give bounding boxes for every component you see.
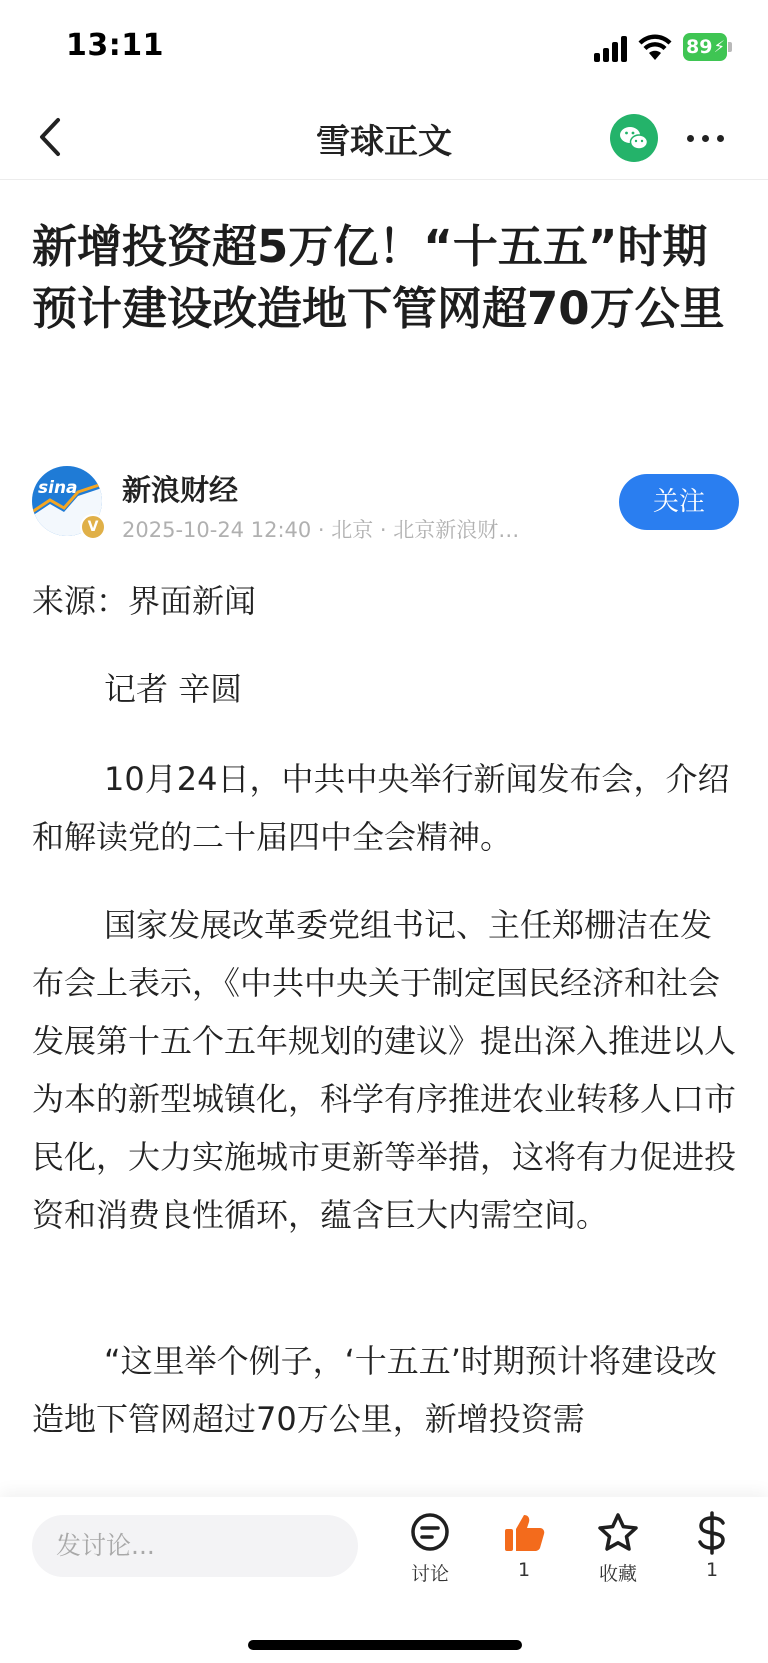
- status-bar: [0, 0, 768, 96]
- discuss-button[interactable]: [392, 1511, 468, 1591]
- discuss-icon: [408, 1511, 452, 1555]
- article-paragraph: 10月24日，中共中央举行新闻发布会，介绍和解读党的二十届四中全会精神。: [32, 760, 730, 856]
- favorite-button[interactable]: [580, 1511, 656, 1591]
- page-title: 雪球正文: [316, 122, 452, 162]
- follow-button[interactable]: 关注: [619, 474, 739, 530]
- dollar-icon: [690, 1511, 734, 1555]
- nav-bar: [0, 96, 768, 180]
- home-indicator[interactable]: [248, 1640, 522, 1650]
- status-time: 13:11: [66, 28, 164, 63]
- bottom-toolbar: [0, 1497, 768, 1663]
- charging-icon: ⚡: [713, 37, 725, 56]
- tip-button[interactable]: [674, 1511, 750, 1591]
- article-source: 来源：界面新闻: [32, 582, 257, 620]
- like-button[interactable]: [486, 1511, 562, 1591]
- more-button[interactable]: [684, 118, 728, 158]
- article-reporter: 记者 辛圆: [104, 670, 243, 708]
- author-name[interactable]: 新浪财经: [122, 473, 239, 507]
- discuss-label: 讨论: [410, 1563, 449, 1585]
- battery-level: 89: [686, 36, 713, 58]
- verified-badge: V: [80, 514, 106, 540]
- battery-tip: [728, 42, 732, 52]
- article-paragraph: “这里举个例子，‘十五五’时期预计将建设改造地下管网超过70万公里，新增投资需: [32, 1342, 717, 1438]
- battery-icon: [683, 33, 727, 61]
- star-icon: [596, 1511, 640, 1555]
- tip-count: 1: [705, 1559, 719, 1581]
- comment-input[interactable]: 发讨论...: [32, 1515, 358, 1577]
- avatar-text: sina: [38, 478, 78, 498]
- author-row: [32, 466, 738, 546]
- wifi-icon: [638, 34, 672, 62]
- author-meta: 2025-10-24 12:40 · 北京 · 北京新浪财…: [122, 518, 520, 542]
- like-count: 1: [517, 1559, 531, 1581]
- wechat-share-button[interactable]: [610, 114, 658, 162]
- favorite-label: 收藏: [598, 1563, 637, 1585]
- thumbs-up-icon: [502, 1511, 546, 1555]
- more-horizontal-icon: [687, 135, 694, 142]
- signal-icon: [594, 36, 630, 62]
- article-paragraph: 国家发展改革委党组书记、主任郑栅洁在发布会上表示，《中共中央关于制定国民经济和社会发展第十五个五年规划的建议》提出深入推进以人为本的新型城镇化，科学有序推进农业转移人口市民化，大力实施城市更新等举措，这将有力促进投资和消费良性循环，蕴含巨大内需空间。: [32, 906, 737, 1234]
- article-title: 新增投资超5万亿！“十五五”时期预计建设改造地下管网超70万公里: [32, 220, 725, 335]
- wechat-icon: [610, 114, 658, 162]
